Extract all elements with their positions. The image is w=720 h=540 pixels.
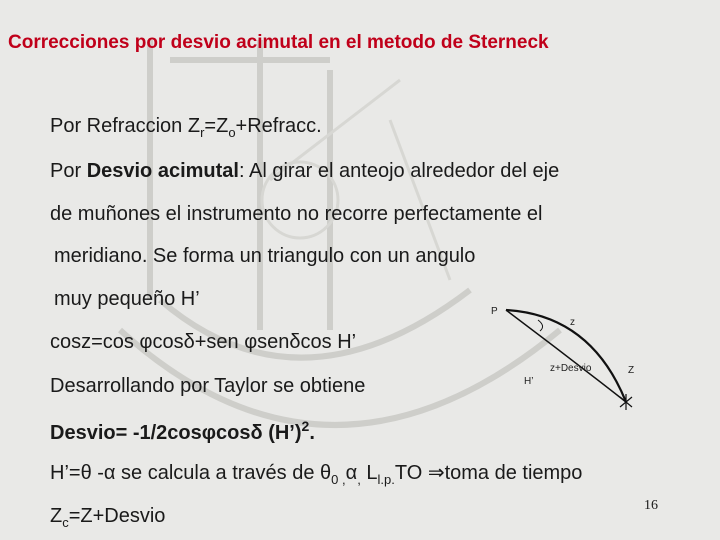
refraction-sub-r: r	[200, 125, 205, 140]
refraction-eq: =Z	[204, 115, 229, 137]
label-z-upper: Z	[628, 365, 635, 376]
triangle-diagram	[486, 300, 656, 412]
taylor-line: Desarrollando por Taylor se obtiene	[50, 375, 366, 397]
desvio-rest: : Al girar el anteojo alrededor del eje	[238, 160, 560, 182]
page-number: 16	[644, 498, 658, 513]
label-p: P	[491, 306, 498, 317]
desvio-line-2: de muñones el instrumento no recorre perfectamente el	[50, 203, 543, 225]
hprime-sub-1: 0 ,	[331, 472, 346, 487]
desvio-line-3: meridiano. Se forma un triangulo con un angulo	[54, 245, 476, 267]
desvio-formula-main: Desvio= -1/2cosφcosδ (H’)	[50, 422, 302, 444]
hprime-line	[50, 460, 582, 487]
desvio-line-4: muy pequeño H’	[54, 288, 200, 310]
star-marker-icon	[620, 394, 632, 410]
hprime-mid: L	[360, 462, 378, 484]
angle-mark	[538, 320, 543, 331]
zc-suffix: =Z+Desvio	[68, 505, 166, 527]
refraction-suffix: +Refracc.	[235, 115, 322, 137]
instrument-arc	[506, 310, 626, 402]
hprime-end: TO ⇒toma de tiempo	[394, 462, 583, 484]
desvio-prefix: Por	[50, 160, 87, 182]
hprime-sub-3: l.p.	[377, 472, 395, 487]
hprime-prefix: H’=θ -α se calcula a través de θ	[50, 462, 332, 484]
desvio-formula	[50, 418, 315, 445]
desvio-formula-end: .	[309, 422, 315, 444]
cosz-formula: cosz=cos φcosδ+sen φsenδcos H’	[50, 331, 357, 353]
zc-prefix: Z	[50, 505, 63, 527]
desvio-bold-term: Desvio acimutal	[86, 160, 239, 182]
desvio-formula-sup: 2	[301, 418, 310, 434]
hprime-alpha: α	[345, 462, 358, 484]
refraction-prefix: Por Refraccion Z	[50, 115, 201, 137]
desvio-line-1	[50, 160, 559, 183]
refraction-line	[50, 115, 322, 140]
zc-line	[50, 505, 165, 530]
label-z-plus-desvio: z+Desvio	[550, 363, 592, 374]
zc-sub: c	[62, 515, 69, 530]
slide-title: Correcciones por desvio acimutal en el metodo de Sterneck	[8, 32, 549, 53]
label-h-prime: H’	[524, 376, 534, 387]
refraction-sub-o: o	[228, 125, 236, 140]
hprime-sub-2: ,	[357, 472, 361, 487]
label-z-lower: z	[570, 317, 575, 328]
